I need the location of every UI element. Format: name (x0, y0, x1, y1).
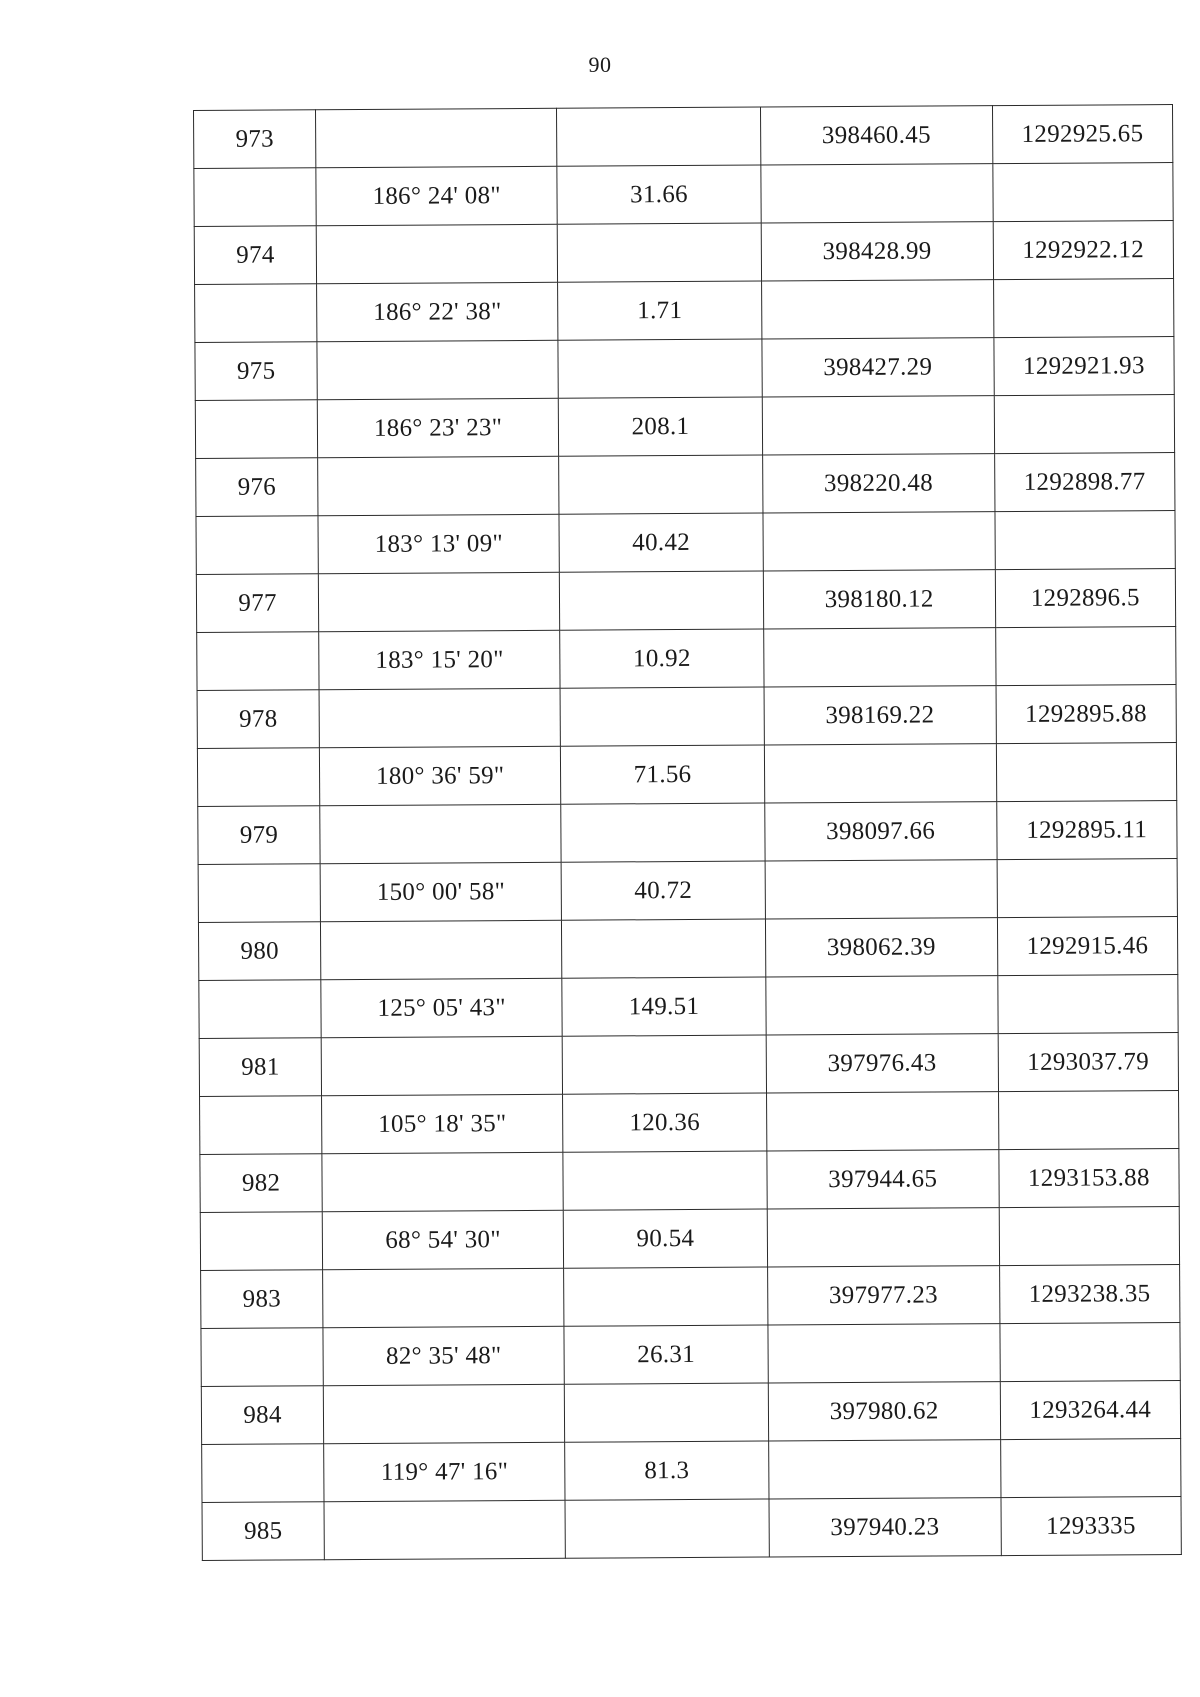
station-cell (201, 1328, 323, 1387)
bearing-cell: 125° 05' 43" (321, 978, 562, 1037)
northing-cell: 398097.66 (765, 802, 997, 861)
easting-cell (996, 743, 1177, 802)
table-row (197, 743, 1176, 807)
easting-cell: 1293153.88 (998, 1148, 1179, 1207)
table-row (198, 859, 1177, 923)
station-cell: 982 (200, 1154, 322, 1213)
bearing-cell (324, 1500, 565, 1559)
bearing-cell (316, 108, 557, 167)
bearing-cell: 82° 35' 48" (323, 1326, 564, 1385)
distance-cell: 149.51 (562, 977, 766, 1036)
easting-cell: 1292915.46 (997, 917, 1178, 976)
easting-cell: 1292925.65 (992, 105, 1173, 164)
easting-cell: 1293335 (1001, 1496, 1182, 1555)
easting-cell (997, 859, 1178, 918)
table-row (198, 917, 1177, 981)
table-row (199, 1032, 1178, 1096)
distance-cell (559, 455, 763, 514)
table-row (196, 453, 1175, 517)
station-cell: 983 (201, 1270, 323, 1329)
northing-cell (761, 280, 993, 339)
distance-cell (565, 1499, 769, 1558)
distance-cell (558, 339, 762, 398)
easting-cell: 1292922.12 (993, 221, 1174, 280)
bearing-cell (321, 920, 562, 979)
bearing-cell: 183° 13' 09" (318, 514, 559, 573)
station-cell (195, 284, 317, 343)
station-cell: 974 (194, 226, 316, 285)
northing-cell (767, 1208, 999, 1267)
easting-cell (999, 1206, 1180, 1265)
bearing-cell: 180° 36' 59" (320, 746, 561, 805)
northing-cell: 398180.12 (763, 570, 995, 629)
station-cell: 985 (202, 1502, 324, 1561)
northing-cell (763, 512, 995, 571)
distance-cell (564, 1267, 768, 1326)
table-row (197, 685, 1176, 749)
page-number: 90 (588, 52, 612, 77)
bearing-cell (317, 340, 558, 399)
distance-cell (562, 1035, 766, 1094)
bearing-cell: 119° 47' 16" (324, 1442, 565, 1501)
easting-cell (1000, 1438, 1181, 1497)
bearing-cell (318, 572, 559, 631)
easting-cell: 1292896.5 (995, 569, 1176, 628)
station-cell: 977 (196, 574, 318, 633)
northing-cell (768, 1324, 1000, 1383)
station-cell (199, 980, 321, 1039)
northing-cell: 397940.23 (769, 1498, 1001, 1557)
northing-cell (761, 164, 993, 223)
distance-cell (560, 571, 764, 630)
northing-cell: 398169.22 (764, 686, 996, 745)
station-cell: 978 (197, 690, 319, 749)
northing-cell (764, 744, 996, 803)
station-cell: 984 (201, 1386, 323, 1445)
table-body (194, 105, 1182, 1561)
distance-cell (557, 223, 761, 282)
northing-cell: 397980.62 (768, 1382, 1000, 1441)
northing-cell: 397976.43 (766, 1034, 998, 1093)
bearing-cell: 68° 54' 30" (322, 1210, 563, 1269)
northing-cell: 398428.99 (761, 222, 993, 281)
bearing-cell (319, 688, 560, 747)
easting-cell (994, 395, 1175, 454)
bearing-cell: 150° 00' 58" (320, 862, 561, 921)
northing-cell: 398427.29 (762, 338, 994, 397)
table-row (195, 279, 1174, 343)
table-row (195, 337, 1174, 401)
northing-cell: 398062.39 (765, 918, 997, 977)
table-row (201, 1322, 1180, 1386)
distance-cell (563, 1151, 767, 1210)
station-cell: 973 (194, 110, 316, 169)
bearing-cell: 183° 15' 20" (319, 630, 560, 689)
bearing-cell (322, 1152, 563, 1211)
table-row (200, 1206, 1179, 1270)
bearing-cell: 186° 23' 23" (317, 398, 558, 457)
table-row (201, 1264, 1180, 1328)
northing-cell (768, 1440, 1000, 1499)
table-row (201, 1380, 1180, 1444)
station-cell (197, 632, 319, 691)
northing-cell: 398460.45 (760, 106, 992, 165)
northing-cell: 398220.48 (762, 454, 994, 513)
distance-cell: 10.92 (560, 629, 764, 688)
table-row (194, 105, 1173, 169)
northing-cell (762, 396, 994, 455)
station-cell: 976 (196, 458, 318, 517)
bearing-cell (316, 224, 557, 283)
distance-cell: 40.72 (561, 861, 765, 920)
station-cell (202, 1444, 324, 1503)
distance-cell: 1.71 (558, 281, 762, 340)
bearing-cell: 186° 22' 38" (317, 282, 558, 341)
easting-cell (995, 627, 1176, 686)
distance-cell: 31.66 (557, 165, 761, 224)
table-row (194, 221, 1173, 285)
station-cell (196, 516, 318, 575)
distance-cell: 120.36 (563, 1093, 767, 1152)
table-row (198, 801, 1177, 865)
station-cell: 981 (199, 1038, 321, 1097)
distance-cell: 71.56 (561, 745, 765, 804)
table-row (202, 1496, 1181, 1560)
northing-cell: 397944.65 (767, 1150, 999, 1209)
distance-cell: 40.42 (559, 513, 763, 572)
table-row (196, 569, 1175, 633)
northing-cell (763, 628, 995, 687)
northing-cell (766, 1092, 998, 1151)
bearing-cell (323, 1384, 564, 1443)
table-row (195, 395, 1174, 459)
station-cell: 975 (195, 342, 317, 401)
easting-cell (992, 163, 1173, 222)
distance-cell: 26.31 (564, 1325, 768, 1384)
bearing-cell (323, 1268, 564, 1327)
easting-cell: 1292895.88 (996, 685, 1177, 744)
table-row (194, 163, 1173, 227)
distance-cell (561, 803, 765, 862)
distance-cell: 81.3 (565, 1441, 769, 1500)
easting-cell: 1292895.11 (996, 801, 1177, 860)
bearing-cell (321, 1036, 562, 1095)
easting-cell (995, 511, 1176, 570)
bearing-cell (318, 456, 559, 515)
easting-cell (993, 279, 1174, 338)
distance-cell (562, 919, 766, 978)
table-row (200, 1148, 1179, 1212)
bearing-cell: 186° 24' 08" (316, 166, 557, 225)
distance-cell: 208.1 (558, 397, 762, 456)
distance-cell (557, 107, 761, 166)
easting-cell: 1292921.93 (993, 337, 1174, 396)
table-row (197, 627, 1176, 691)
easting-cell (998, 1090, 1179, 1149)
station-cell: 979 (198, 806, 320, 865)
table-row (199, 975, 1178, 1039)
easting-cell: 1293037.79 (998, 1032, 1179, 1091)
table-row (196, 511, 1175, 575)
bearing-cell: 105° 18' 35" (322, 1094, 563, 1153)
easting-cell: 1293264.44 (1000, 1380, 1181, 1439)
station-cell (195, 400, 317, 459)
easting-cell: 1293238.35 (999, 1264, 1180, 1323)
easting-cell (997, 975, 1178, 1034)
station-cell (200, 1212, 322, 1271)
station-cell (200, 1096, 322, 1155)
distance-cell: 90.54 (563, 1209, 767, 1268)
northing-cell: 397977.23 (767, 1266, 999, 1325)
coordinate-table (193, 104, 1182, 1561)
table-row (200, 1090, 1179, 1154)
bearing-cell (320, 804, 561, 863)
station-cell (194, 168, 316, 227)
distance-cell (560, 687, 764, 746)
station-cell (198, 864, 320, 923)
northing-cell (766, 976, 998, 1035)
table-row (202, 1438, 1181, 1502)
station-cell (197, 748, 319, 807)
northing-cell (765, 860, 997, 919)
station-cell: 980 (198, 922, 320, 981)
distance-cell (564, 1383, 768, 1442)
easting-cell: 1292898.77 (994, 453, 1175, 512)
easting-cell (999, 1322, 1180, 1381)
